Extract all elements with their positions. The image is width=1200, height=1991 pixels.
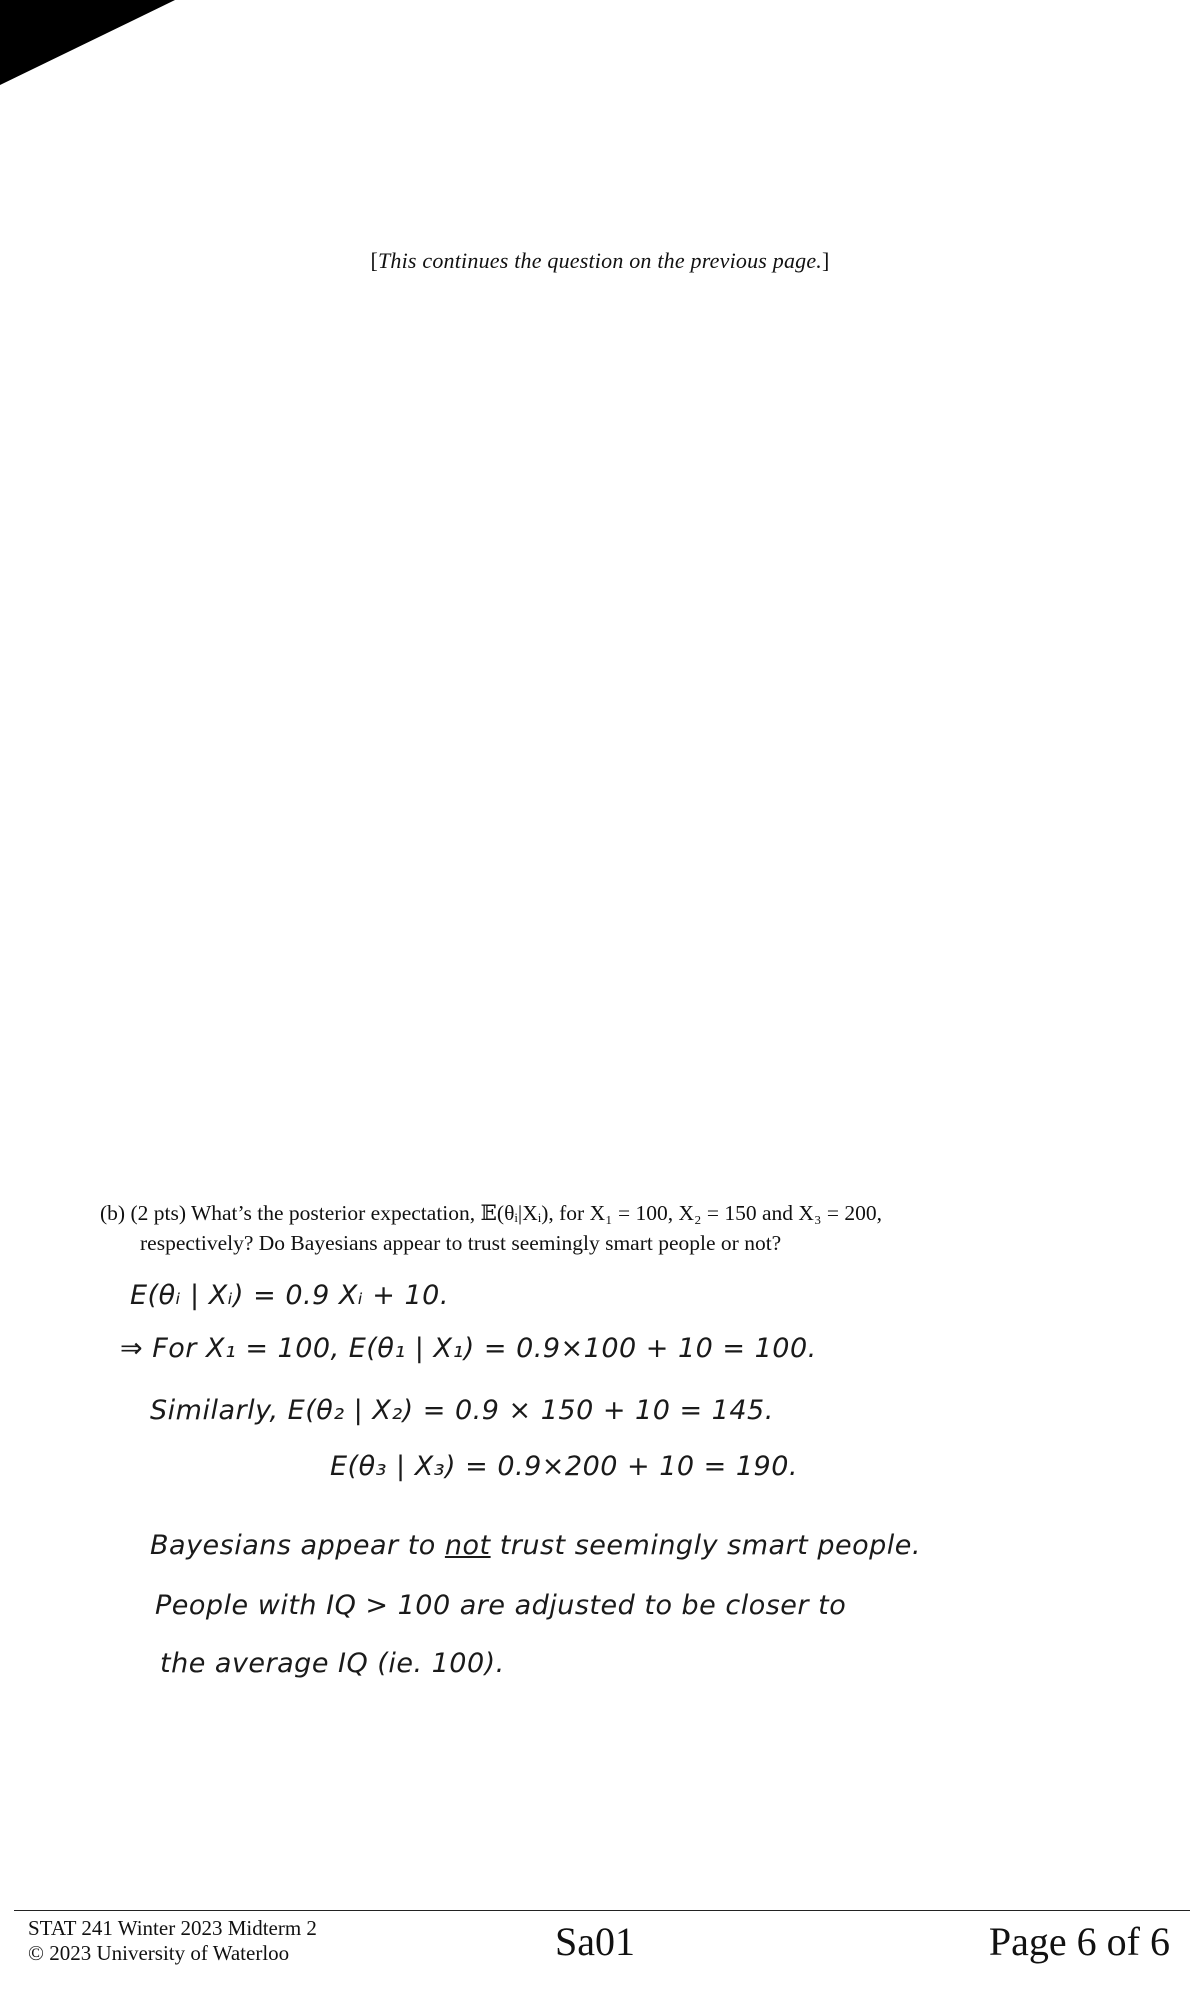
answer-case-3: E(θ₃ | X₃) = 0.9×200 + 10 = 190. [330,1451,798,1482]
footer-copyright: © 2023 University of Waterloo [28,1941,290,1965]
answer-average-line: the average IQ (ie. 100). [160,1648,505,1679]
footer-course-info [28,1916,317,1966]
question-b [100,1198,1110,1258]
footer-course: STAT 241 Winter 2023 Midterm 2 [28,1916,317,1940]
answer-case-2: Similarly, E(θ₂ | X₂) = 0.9 × 150 + 10 = 145. [150,1395,774,1426]
continuation-note: [This continues the question on the previous page.] [370,248,830,273]
answer-case-1: ⇒ For X₁ = 100, E(θ₁ | X₁) = 0.9×100 + 10 = 100. [120,1333,817,1364]
question-b-line-1: (b) (2 pts) What’s the posterior expectation, 𝔼(θᵢ|Xᵢ), for X₁ = 100, X₂ = 150 and X₃ = 200, [100,1201,882,1225]
answer-conclusion-not: not [444,1530,491,1561]
scan-corner-mark [0,0,175,85]
continuation-note-text: This continues the question on the previous page. [377,248,823,273]
answer-conclusion-pre: Bayesians appear to [150,1530,445,1561]
answer-conclusion [150,1530,921,1561]
footer-divider [14,1910,1190,1911]
answer-conclusion-post: trust seemingly smart people. [490,1530,921,1561]
answer-formula: E(θᵢ | Xᵢ) = 0.9 Xᵢ + 10. [130,1280,449,1311]
footer-code: Sa01 [555,1919,635,1964]
footer-page-number: Page 6 of 6 [988,1919,1170,1964]
question-b-line-2: respectively? Do Bayesians appear to trust seemingly smart people or not? [140,1231,782,1255]
answer-people-line: People with IQ > 100 are adjusted to be closer to [155,1590,847,1621]
